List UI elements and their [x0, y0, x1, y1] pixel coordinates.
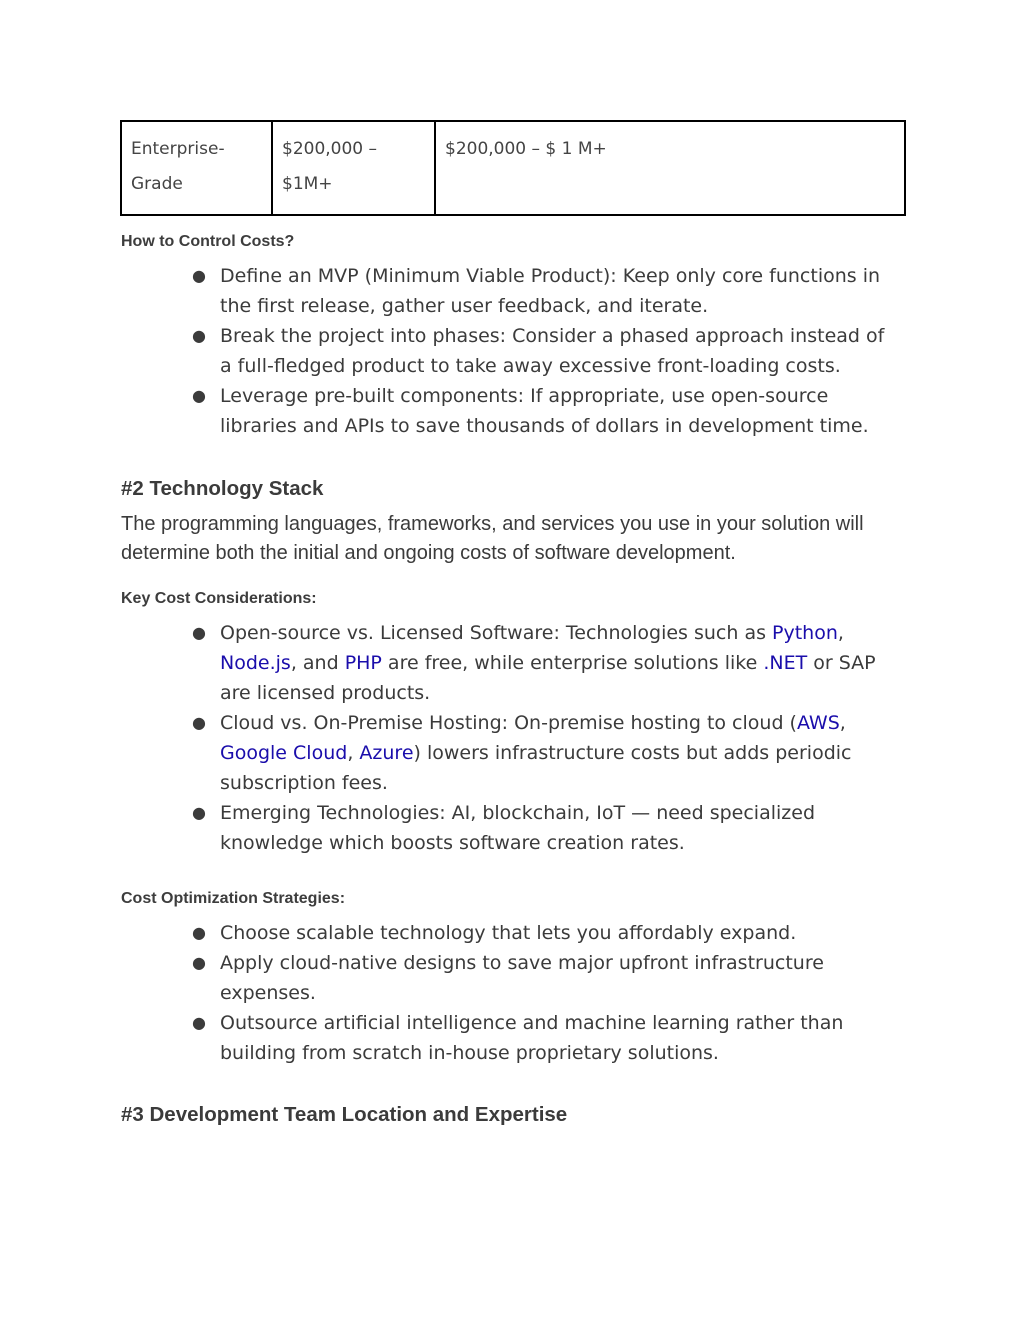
control-costs-list: [180, 261, 900, 441]
bullet-icon: ●: [192, 953, 206, 972]
list-item: ● Open-source vs. Licensed Software: Technologies such as Python, Node.js, and PHP are free, while enterprise solutions like .NET or SAP are licensed products.: [180, 618, 900, 708]
control-costs-heading: How to Control Costs?: [121, 233, 295, 250]
bullet-icon: ●: [192, 623, 206, 642]
list-item: ● Break the project into phases: Consider a phased approach instead of a full-fledged product to take away excessive front-loading costs.: [180, 321, 900, 381]
list-item: ● Choose scalable technology that lets you affordably expand.: [180, 918, 900, 948]
team-heading: #3 Development Team Location and Expertise: [121, 1103, 568, 1126]
nodejs-link[interactable]: Node.js: [220, 652, 291, 674]
dotnet-link[interactable]: .NET: [763, 652, 808, 674]
optimization-heading: Cost Optimization Strategies:: [121, 890, 346, 907]
cost-table: [120, 120, 906, 216]
list-item: ● Apply cloud-native designs to save major upfront infrastructure expenses.: [180, 948, 900, 1008]
key-cost-list: [180, 618, 900, 858]
list-item: ● Cloud vs. On-Premise Hosting: On-premise hosting to cloud (AWS, Google Cloud, Azure) lowers infrastructure costs but adds periodic subscription fees.: [180, 708, 900, 798]
tech-stack-paragraph: The programming languages, frameworks, and services you use in your solution will determine both the initial and ongoing costs of software development.: [121, 513, 864, 564]
python-link[interactable]: Python: [772, 622, 838, 644]
php-link[interactable]: PHP: [344, 652, 382, 674]
table-cell-cost-estimate: $200,000 – $ 1 M+: [435, 121, 905, 215]
bullet-icon: ●: [192, 326, 206, 345]
bullet-icon: ●: [192, 266, 206, 285]
bullet-icon: ●: [192, 386, 206, 405]
bullet-icon: ●: [192, 1013, 206, 1032]
tech-stack-heading: #2 Technology Stack: [121, 477, 324, 500]
bullet-icon: ●: [192, 713, 206, 732]
aws-link[interactable]: AWS: [796, 712, 840, 734]
list-item: ● Define an MVP (Minimum Viable Product): Keep only core functions in the first release, gather user feedback, and iterate.: [180, 261, 900, 321]
optimization-list: [180, 918, 900, 1068]
azure-link[interactable]: Azure: [359, 742, 414, 764]
table-row: [121, 121, 905, 215]
list-item: ● Emerging Technologies: AI, blockchain, IoT — need specialized knowledge which boosts software creation rates.: [180, 798, 900, 858]
bullet-icon: ●: [192, 803, 206, 822]
google-cloud-link[interactable]: Google Cloud: [220, 742, 348, 764]
list-item: ● Outsource artificial intelligence and machine learning rather than building from scratch in-house proprietary solutions.: [180, 1008, 900, 1068]
key-cost-heading: Key Cost Considerations:: [121, 590, 317, 607]
table-cell-cost-range: $200,000 – $1M+: [272, 121, 435, 215]
list-item: ● Leverage pre-built components: If appropriate, use open-source libraries and APIs to save thousands of dollars in development time.: [180, 381, 900, 441]
table-cell-tier: Enterprise-Grade: [121, 121, 272, 215]
bullet-icon: ●: [192, 923, 206, 942]
